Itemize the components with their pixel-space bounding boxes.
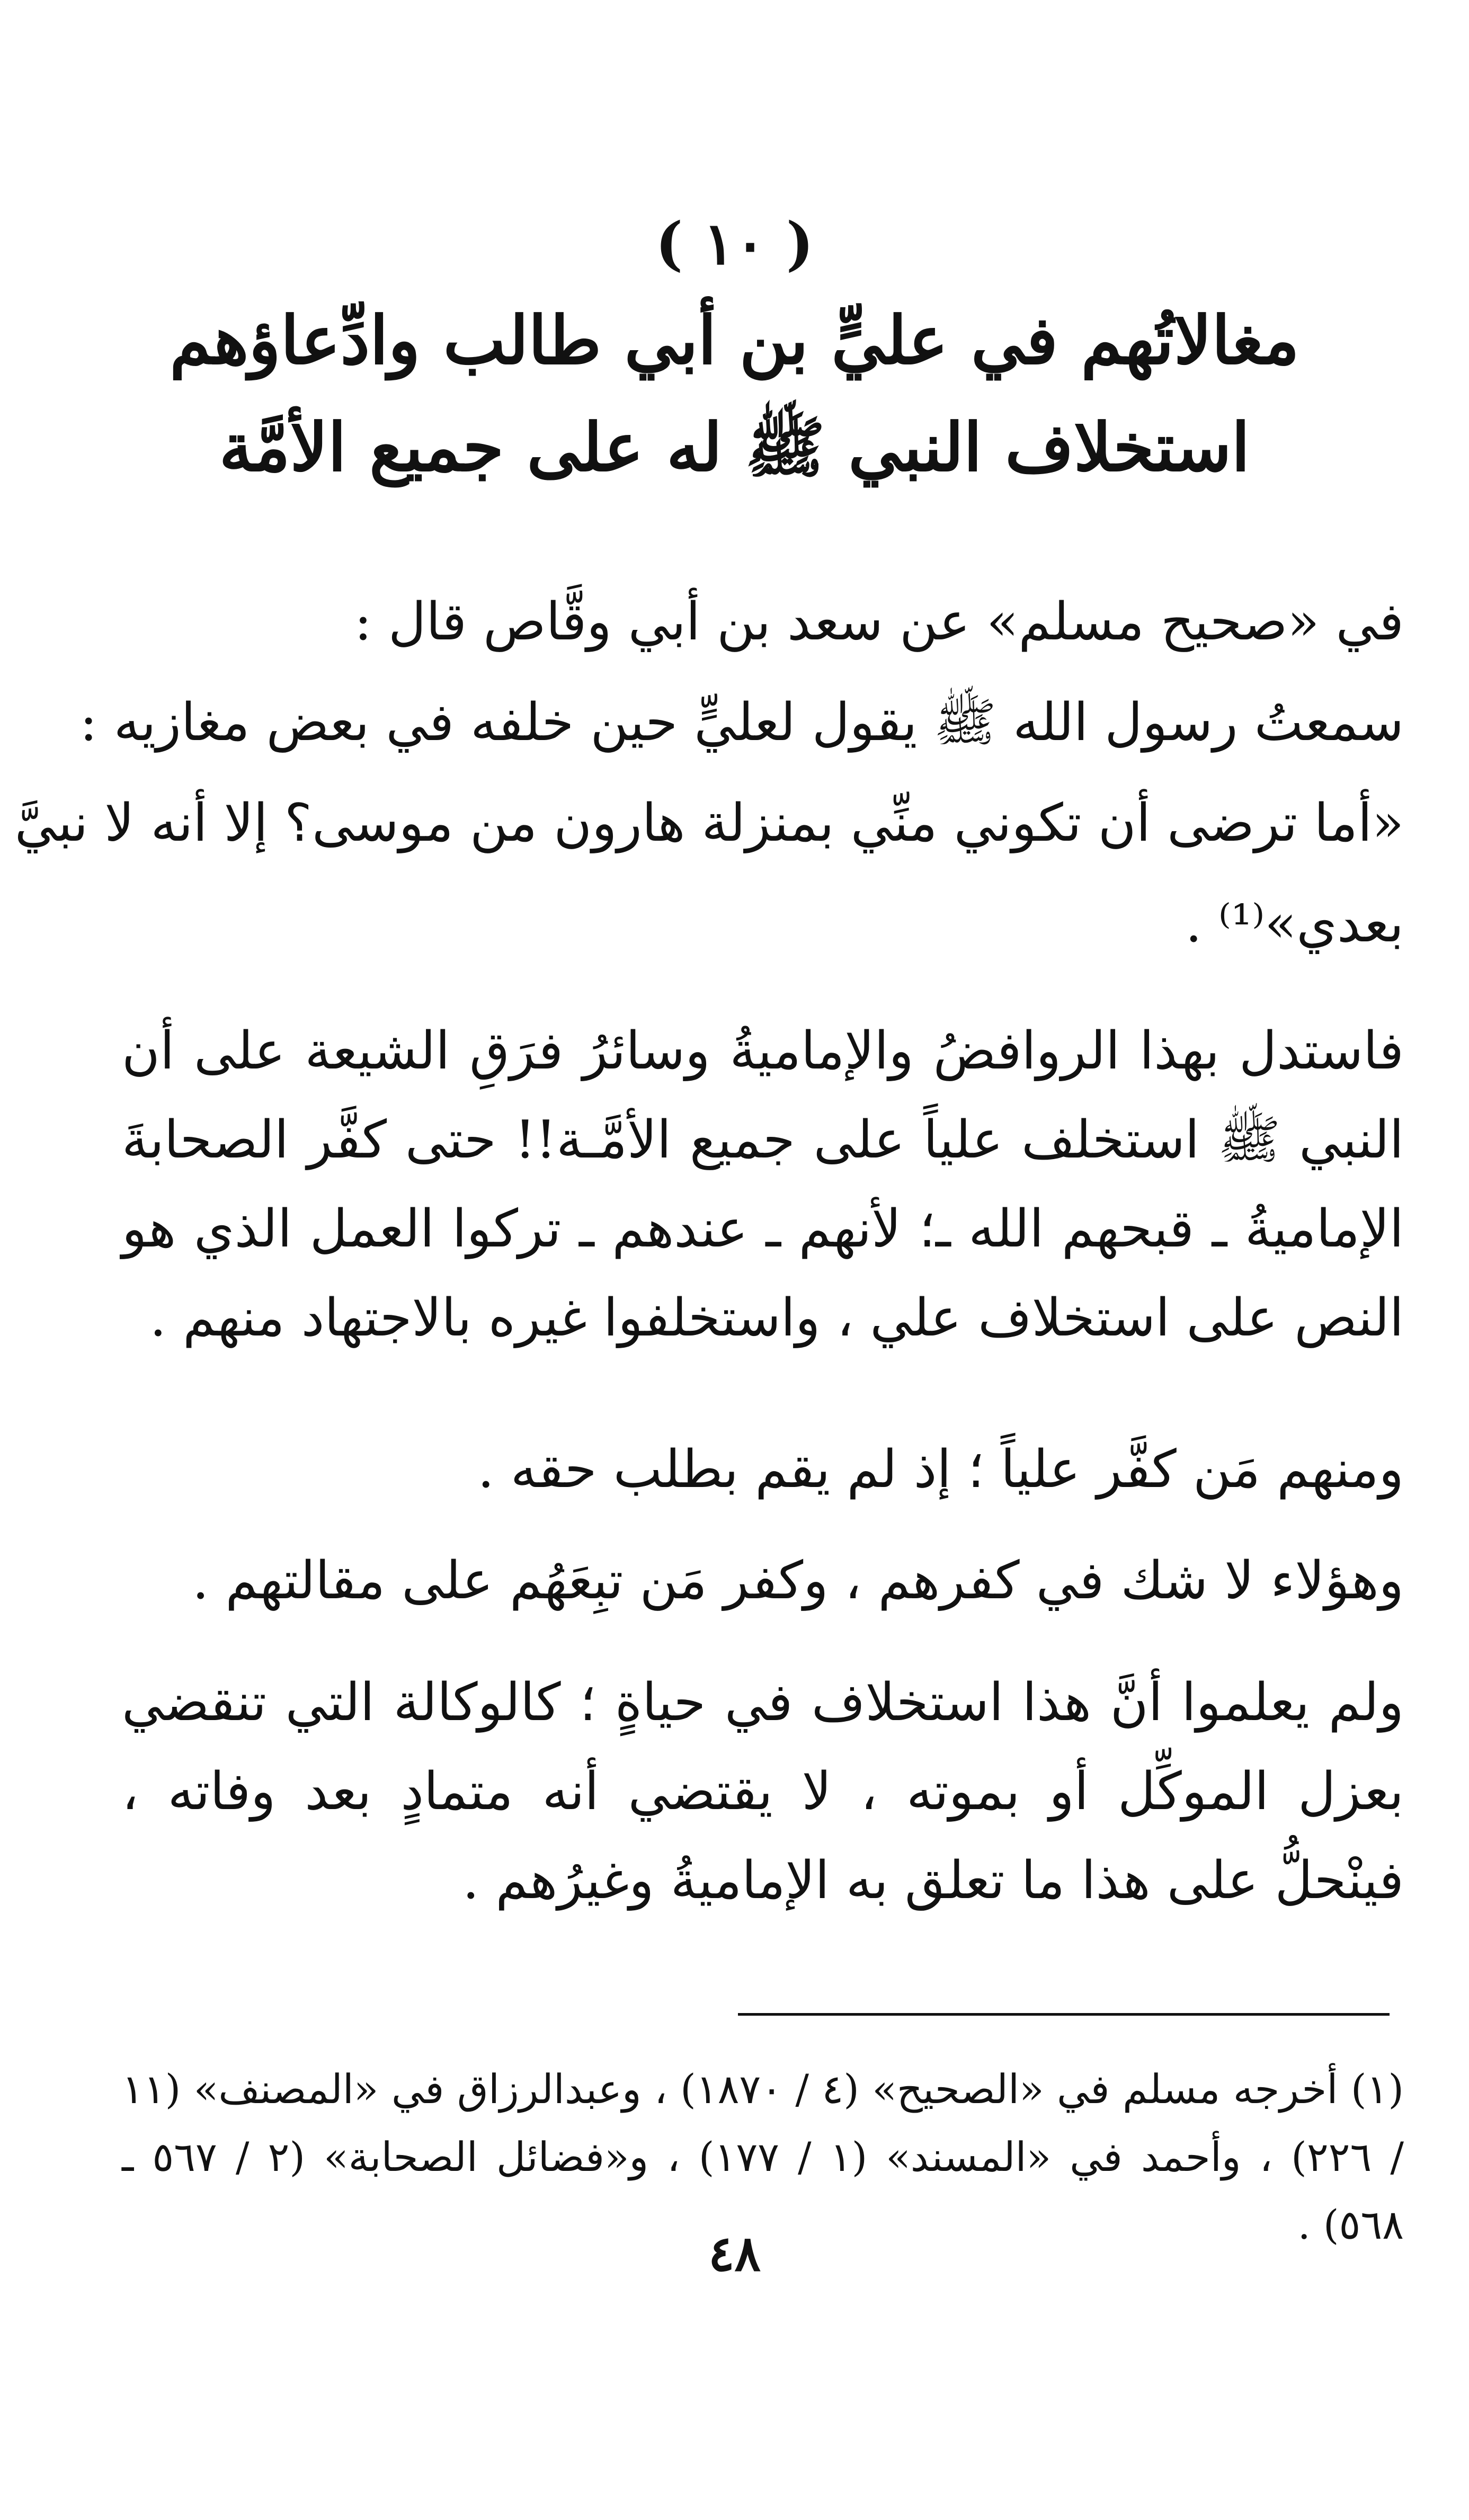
paragraph-3: ومنهم مَن كفَّر علياً ؛ إذ لم يقم بطلب حقه . — [477, 1439, 1404, 1500]
paragraph-1-line-3: «أما ترضى أن تكوني منِّي بمنزلة هارون من موسى؟ إلا أنه لا نبيَّ — [14, 793, 1404, 853]
page-number: ٤٨ — [708, 2225, 761, 2282]
paragraph-1-line-4: بعدي»⁽¹⁾ . — [1185, 894, 1404, 954]
footnote-separator — [738, 2013, 1390, 2016]
paragraph-5-text: ولم يعلموا أنَّ هذا استخلاف في حياةٍ ؛ كالوكالة التي تنقضي بعزل الموكِّل أو بموته ، لا يقتضي أنه متمادٍ بعد وفاته ، فينْحلُّ على هذا ما تعلق به الإماميةُ وغيرُهم . — [122, 1672, 1404, 1911]
paragraph-2-text: فاستدل بهذا الروافضُ والإماميةُ وسائرُ فرَقِ الشيعة على أن النبي ﷺ استخلف علياً على جميع الأمَّـة!! حتى كفَّر الصحابةَ الإماميةُ ـ قبحهم الله ـ؛ لأنهم ـ عندهم ـ تركوا العمل الذي هو النص على استخلاف علي ، واستخلفوا غيره بالاجتهاد منهم . — [122, 1021, 1404, 1348]
chapter-title-line-2: استخلاف النبي ﷺ له على جميع الأمَّة — [219, 409, 1250, 486]
chapter-title-line-1: مغالاتُهم في عليٍّ بن أبي طالب وادِّعاؤهم — [170, 302, 1299, 379]
paragraph-1-line-1: في «صحيح مسلم» عن سعد بن أبي وقَّاص قال : — [354, 592, 1404, 652]
paragraph-5 — [122, 1658, 1404, 1925]
footnote-1: (١) أخرجه مسلم في «الصحيح» (٤ / ١٨٧٠) ، وعبدالرزاق في «المصنف» (١١ / ٢٢٦) ، وأحمد في «المسند» (١ / ١٧٧) ، و«فضائل الصحابة» (٢ / ٥٦٧ ـ ٥٦٨) . — [122, 2065, 1404, 2248]
chapter-number: ( ١٠ ) — [655, 209, 814, 278]
paragraph-2 — [122, 1007, 1404, 1363]
paragraph-4: وهؤلاء لا شك في كفرهم ، وكفر مَن تبِعَهُم على مقالتهم . — [192, 1551, 1404, 1611]
paragraph-1-line-2: سمعتُ رسول الله ﷺ يقول لعليٍّ حين خلفه في بعض مغازيه : — [79, 692, 1404, 753]
